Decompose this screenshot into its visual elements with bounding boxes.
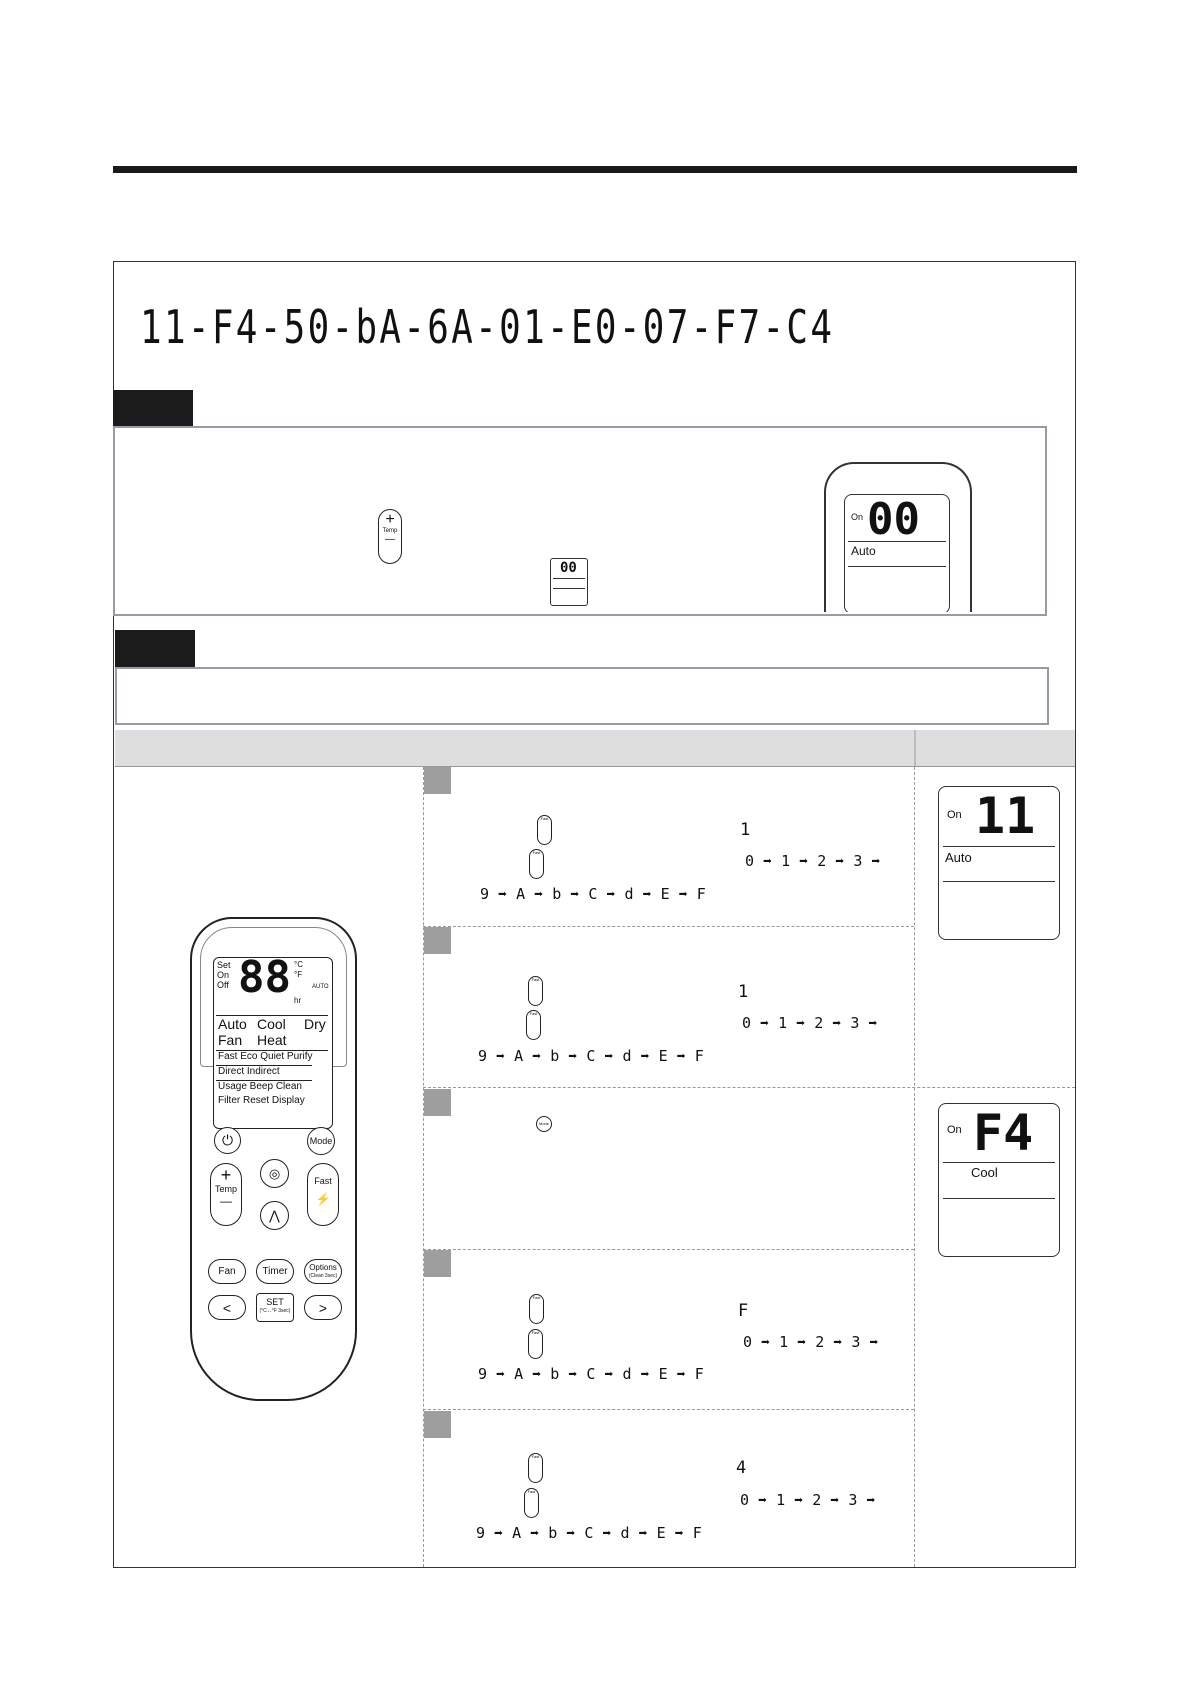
seq-digit: b [548, 1524, 558, 1542]
temp-label: Temp [214, 1184, 237, 1194]
seq-digit: b [550, 1047, 560, 1065]
fast-label: Fast [532, 850, 541, 855]
remote-top-screen [844, 494, 950, 612]
fast-label: Fast [531, 1330, 540, 1335]
lcd-hr: hr [294, 996, 302, 1005]
lcd-options-row2: Direct Indirect [218, 1066, 280, 1077]
temp-up-label: + [220, 1165, 232, 1185]
remote-top-line [848, 566, 946, 567]
row-separator [423, 926, 914, 927]
hex-sequence-a: 0 ➡ 1 ➡ 2 ➡ 3 ➡ [743, 1333, 879, 1351]
remote-top-mode: Auto [851, 544, 876, 558]
display-digits: 11 [975, 787, 1036, 845]
mini-display-digits: 00 [560, 560, 577, 576]
seq-digit: 1 [779, 1333, 789, 1351]
fast-button-icon [528, 1453, 543, 1483]
fast-button-icon [529, 849, 544, 879]
hex-sequence-b: 9 ➡ A ➡ b ➡ C ➡ d ➡ E ➡ F [480, 885, 706, 903]
seq-digit: 9 [480, 885, 490, 903]
step-marker [424, 927, 451, 954]
section2-box [115, 667, 1049, 725]
top-rule [113, 166, 1077, 173]
seq-digit: 0 [743, 1333, 753, 1351]
fast-label: Fast [529, 1011, 538, 1016]
display-mode: Auto [945, 850, 972, 865]
seq-digit: C [586, 1047, 596, 1065]
chevron-left-icon: < [222, 1299, 232, 1316]
display-line [943, 1198, 1055, 1199]
options-button-sublabel: (Clean 3sec) [308, 1272, 338, 1279]
swing-button[interactable] [260, 1201, 289, 1230]
options-button-label: Options [309, 1262, 337, 1272]
seq-digit: C [588, 885, 598, 903]
current-value: 1 [738, 982, 749, 1002]
fast-label: Fast [532, 1295, 541, 1300]
current-value: 1 [740, 820, 751, 840]
display-result [938, 786, 1060, 940]
seq-digit: 0 [745, 852, 755, 870]
hex-sequence-a: 0 ➡ 1 ➡ 2 ➡ 3 ➡ [742, 1014, 878, 1032]
lcd-auto: AUTO [312, 984, 329, 990]
seq-digit: 1 [776, 1491, 786, 1509]
step-marker [424, 767, 451, 794]
mode-button-icon [536, 1116, 552, 1132]
fast-button-icon [526, 1010, 541, 1040]
remote-lcd [213, 957, 333, 1129]
fast-button[interactable] [307, 1163, 339, 1226]
mini-display-line [553, 578, 585, 579]
seq-digit: A [516, 885, 526, 903]
power-button[interactable] [214, 1127, 241, 1154]
fast-button-icon [528, 1329, 543, 1359]
lcd-unit-c: °C [294, 960, 303, 969]
chevron-right-icon: > [318, 1299, 328, 1316]
row-separator [423, 1087, 1075, 1088]
right-button[interactable] [304, 1295, 342, 1320]
display-mode: Cool [971, 1165, 998, 1180]
remote-top-digits: 00 [867, 494, 920, 545]
fan-button[interactable] [208, 1259, 246, 1284]
lcd-on: On [217, 970, 230, 980]
temp-minus-label: — [385, 534, 395, 545]
fan-button-label: Fan [218, 1266, 236, 1277]
remote-top-line [848, 541, 946, 542]
lcd-options-row1: Fast Eco Quiet Purify [218, 1051, 313, 1062]
remote-top-on: On [851, 512, 864, 522]
display-digits: F4 [973, 1104, 1034, 1162]
step-marker [424, 1411, 451, 1438]
seq-digit: F [692, 1524, 702, 1542]
section1-tab [113, 390, 193, 428]
seq-digit: d [622, 1365, 632, 1383]
fast-label: Fast [531, 977, 540, 982]
seq-digit: A [514, 1047, 524, 1065]
fast-label: Fast [540, 816, 549, 821]
display-on: On [947, 1124, 962, 1136]
left-button[interactable] [208, 1295, 246, 1320]
swing-icon: ⋀ [269, 1207, 280, 1223]
hex-sequence-a: 0 ➡ 1 ➡ 2 ➡ 3 ➡ [740, 1491, 876, 1509]
display-on: On [947, 809, 962, 821]
lcd-digits: 88 [238, 957, 291, 1003]
fast-icon: ⚡ [315, 1192, 331, 1206]
lcd-mode-heat: Heat [257, 1032, 287, 1048]
fast-button-icon [537, 815, 552, 845]
mode-label: Mode [538, 1121, 549, 1126]
row-separator [423, 1249, 914, 1250]
seq-digit: 9 [476, 1524, 486, 1542]
airflow-button[interactable] [260, 1159, 289, 1188]
step-marker [424, 1089, 451, 1116]
seq-digit: d [622, 1047, 632, 1065]
seq-digit: A [514, 1365, 524, 1383]
seq-digit: b [550, 1365, 560, 1383]
wind-free-icon: ◎ [268, 1165, 281, 1181]
seq-digit: 0 [740, 1491, 750, 1509]
seq-digit: E [658, 1365, 668, 1383]
seq-digit: 3 [850, 1014, 860, 1032]
power-icon: ⏻ [221, 1132, 234, 1148]
current-value: 4 [736, 1458, 747, 1478]
temp-button-icon [378, 509, 402, 564]
lcd-options-row3: Usage Beep Clean [218, 1081, 302, 1092]
temp-down-label: — [220, 1194, 232, 1208]
lcd-options-row4: Filter Reset Display [218, 1095, 305, 1106]
seq-digit: d [624, 885, 634, 903]
table-header-divider [914, 730, 916, 767]
temp-rocker[interactable] [210, 1163, 242, 1226]
lcd-mode-fan: Fan [218, 1032, 243, 1048]
display-result [938, 1103, 1060, 1257]
options-button[interactable] [304, 1259, 342, 1284]
temp-label: Temp [382, 528, 398, 534]
seq-digit: 2 [814, 1014, 824, 1032]
hex-sequence-b: 9 ➡ A ➡ b ➡ C ➡ d ➡ E ➡ F [478, 1365, 704, 1383]
column-divider [423, 767, 424, 1567]
set-button[interactable] [256, 1293, 294, 1322]
fast-label: Fast [527, 1489, 536, 1494]
fast-button-label: Fast [314, 1176, 332, 1186]
seq-digit: E [656, 1524, 666, 1542]
remote-top-illustration [824, 462, 972, 612]
timer-button-label: Timer [262, 1266, 288, 1277]
display-line [943, 881, 1055, 882]
display-line [943, 1162, 1055, 1163]
seq-digit: 2 [815, 1333, 825, 1351]
seq-digit: 2 [812, 1491, 822, 1509]
mini-display-icon [550, 558, 588, 606]
seq-digit: 9 [478, 1047, 488, 1065]
seq-digit: A [512, 1524, 522, 1542]
step-marker [424, 1250, 451, 1277]
seq-digit: d [620, 1524, 630, 1542]
fast-label: Fast [531, 1454, 540, 1459]
seq-digit: 9 [478, 1365, 488, 1383]
mini-display-line [553, 588, 585, 589]
seq-digit: 0 [742, 1014, 752, 1032]
table-header [115, 730, 1075, 767]
seq-digit: F [694, 1047, 704, 1065]
table-header-line [115, 766, 1075, 767]
seq-digit: 3 [848, 1491, 858, 1509]
seq-digit: 3 [853, 852, 863, 870]
column-divider [914, 767, 915, 1567]
seq-digit: F [696, 885, 706, 903]
seq-digit: 2 [817, 852, 827, 870]
hex-sequence-b: 9 ➡ A ➡ b ➡ C ➡ d ➡ E ➡ F [476, 1524, 702, 1542]
seq-digit: C [586, 1365, 596, 1383]
lcd-unit-f: °F [294, 970, 303, 979]
display-line [943, 846, 1055, 847]
hex-sequence-a: 0 ➡ 1 ➡ 2 ➡ 3 ➡ [745, 852, 881, 870]
set-button-sublabel: (°C↔°F 3sec) [259, 1308, 291, 1314]
seq-digit: 3 [851, 1333, 861, 1351]
lcd-set: Set [217, 960, 231, 970]
lcd-off: Off [217, 980, 229, 990]
seq-digit: E [660, 885, 670, 903]
mode-button[interactable] [307, 1127, 335, 1155]
lcd-mode-cool: Cool [257, 1016, 286, 1032]
section2-tab [115, 630, 195, 668]
fast-button-icon [528, 976, 543, 1006]
lcd-mode-dry: Dry [304, 1016, 326, 1032]
set-button-label: SET [266, 1297, 284, 1307]
current-value: F [738, 1301, 749, 1321]
timer-button[interactable] [256, 1259, 294, 1284]
seq-digit: b [552, 885, 562, 903]
lcd-mode-auto: Auto [218, 1016, 247, 1032]
seq-digit: C [584, 1524, 594, 1542]
fast-button-icon [524, 1488, 539, 1518]
mode-button-label: Mode [309, 1136, 333, 1146]
seq-digit: E [658, 1047, 668, 1065]
remote-control [190, 917, 357, 1401]
seq-digit: F [694, 1365, 704, 1383]
temp-plus-label: + [385, 511, 395, 528]
row-separator [423, 1409, 914, 1410]
seq-digit: 1 [778, 1014, 788, 1032]
fast-button-icon [529, 1294, 544, 1324]
seq-digit: 1 [781, 852, 791, 870]
hex-sequence-b: 9 ➡ A ➡ b ➡ C ➡ d ➡ E ➡ F [478, 1047, 704, 1065]
mac-address: 11-F4-50-bA-6A-01-E0-07-F7-C4 [140, 300, 835, 354]
